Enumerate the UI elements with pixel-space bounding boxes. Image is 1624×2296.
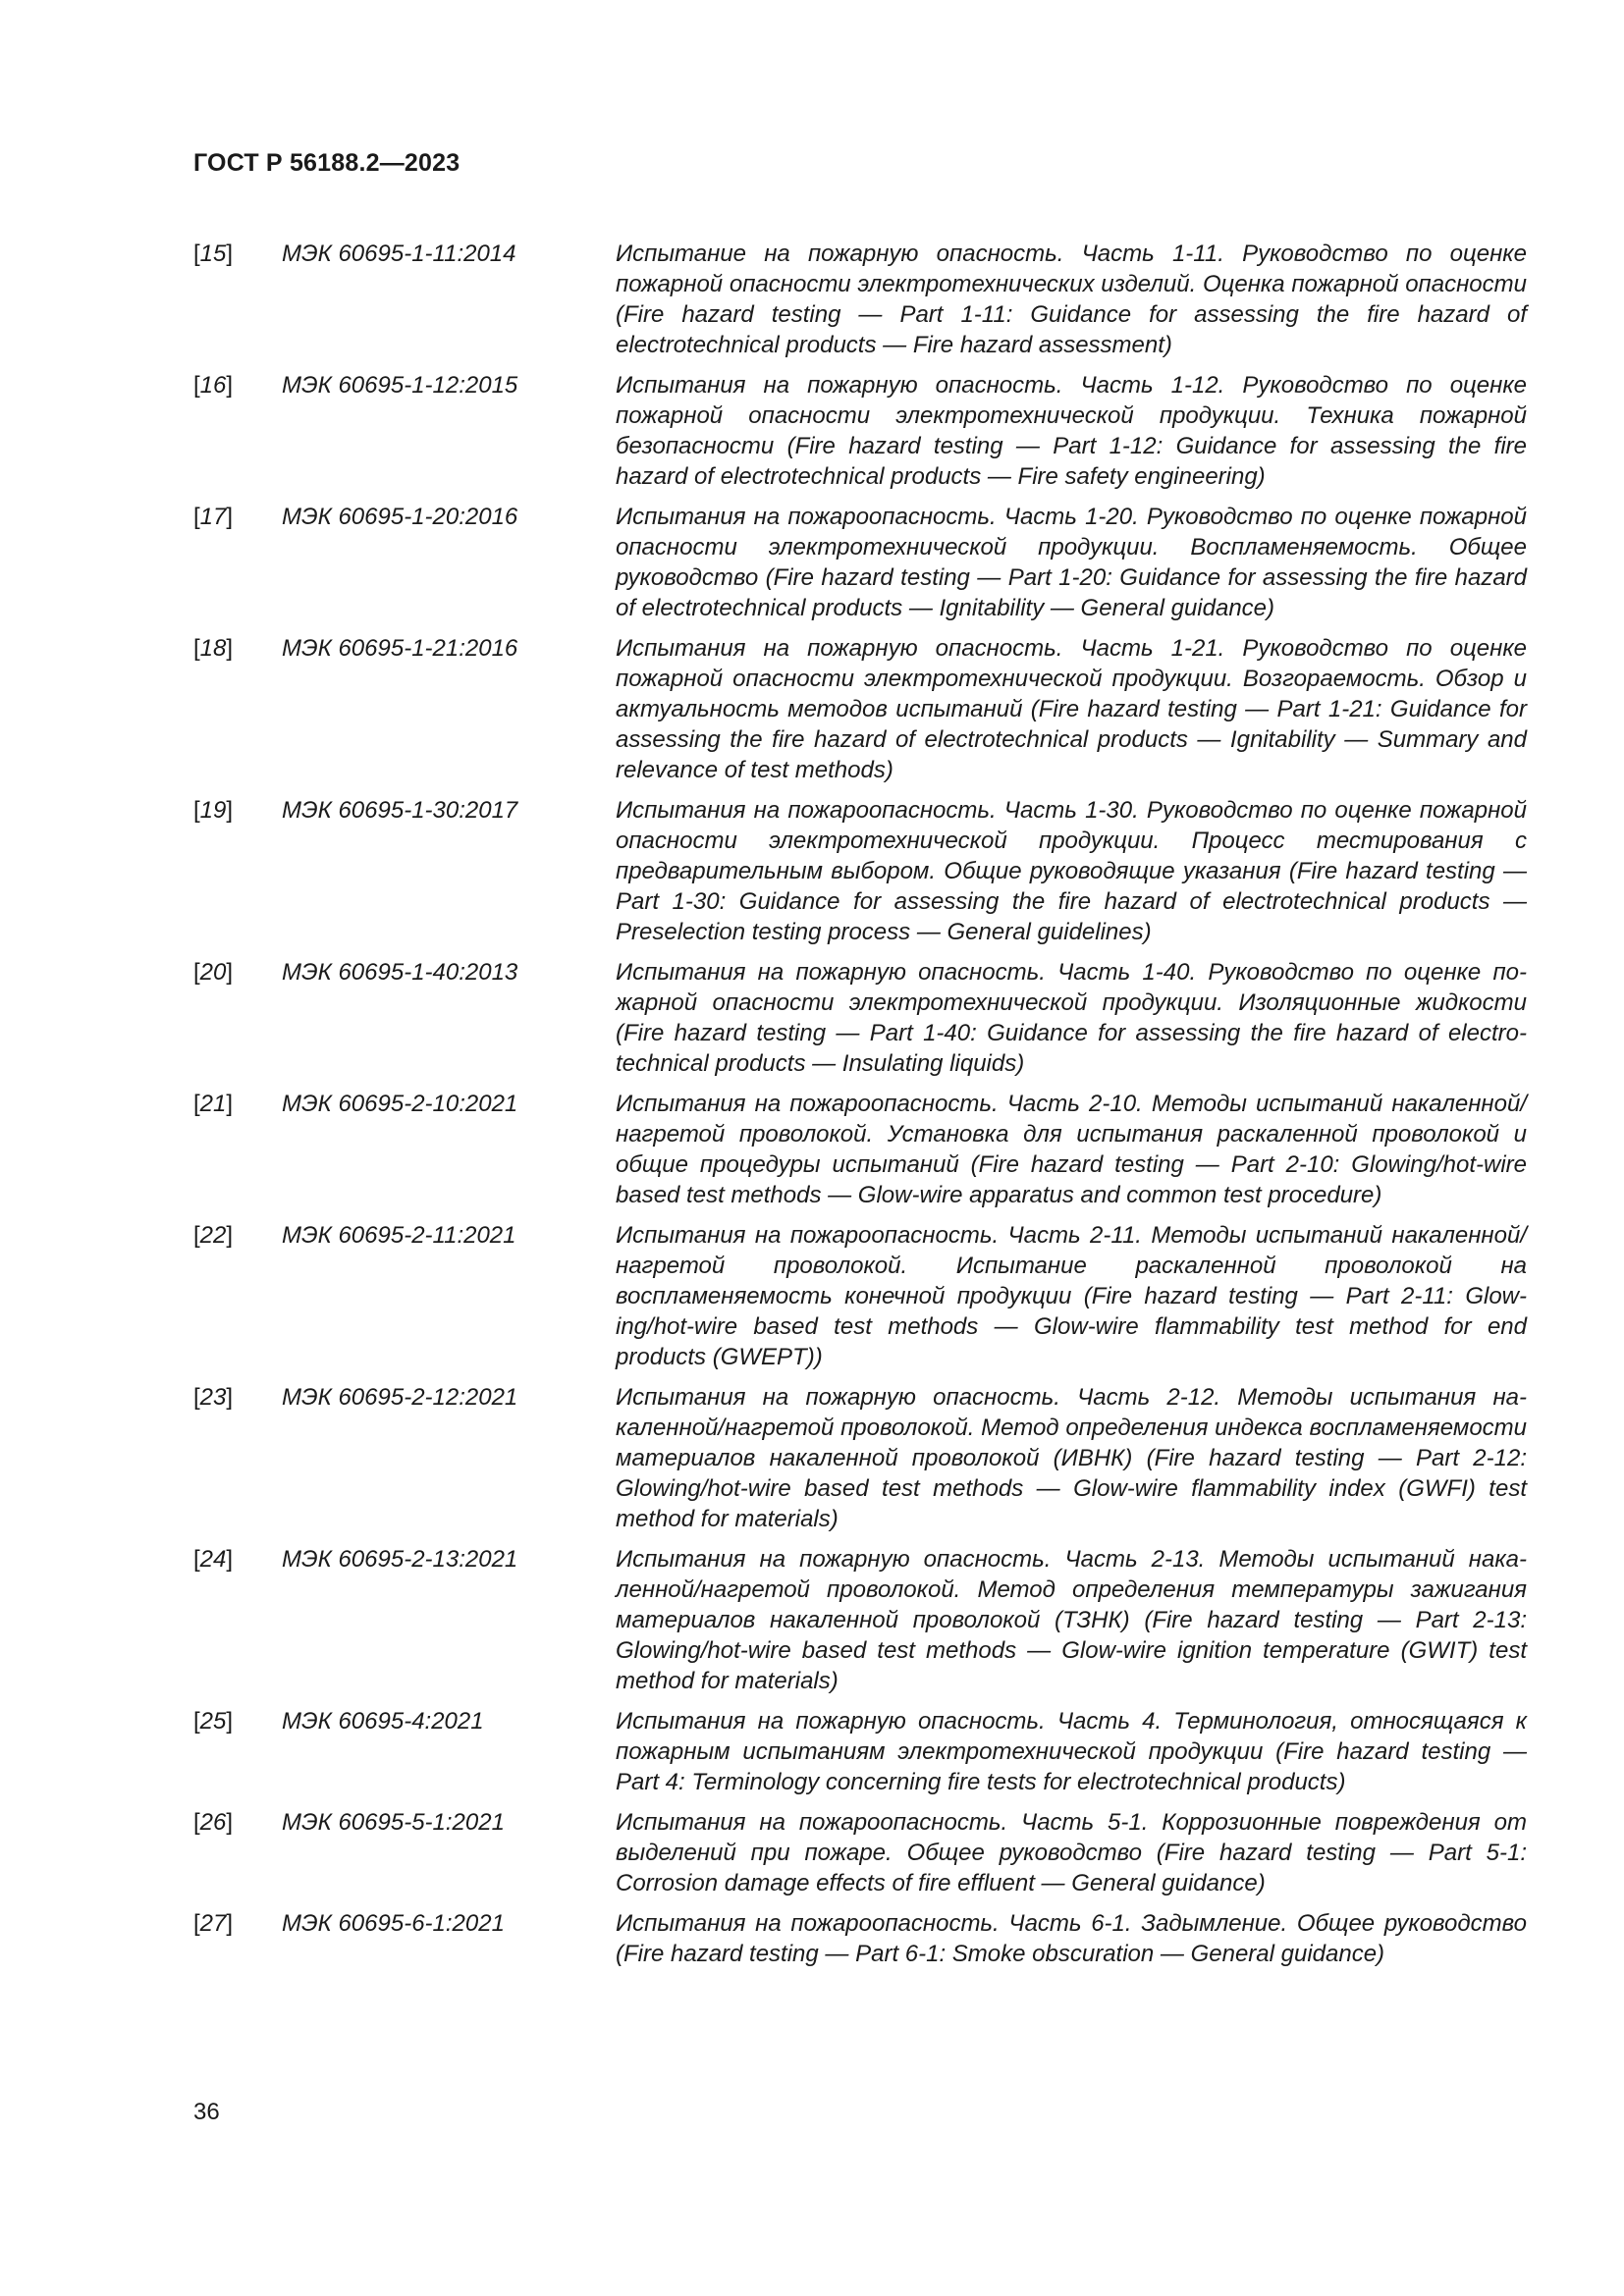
reference-number: [20] [193,959,234,986]
reference-entry [193,1220,1527,1372]
reference-title: Испытания на пожарную опасность. Часть 2-12. Методы испытания накаленной/нагретой проволокой. Метод определения индекса воспламеняемости материалов накаленной проволокой (ИВНК) (Fire hazard testing — Part 2-12: Glowing/hot-wire based test methods — Glow-wire flammability index (GWFI) test method for materials) [616,1384,1527,1532]
reference-number: [27] [193,1910,234,1937]
page-number: 36 [193,2099,220,2125]
reference-number-value: 16 [199,372,227,399]
reference-number: [18] [193,635,234,662]
reference-number-value: 23 [199,1384,227,1411]
reference-number: [22] [193,1222,234,1249]
document-header: ГОСТ Р 56188.2—2023 [193,149,460,177]
reference-code: МЭК 60695-2-13:2021 [282,1546,518,1573]
reference-code: МЭК 60695-4:2021 [282,1708,484,1735]
reference-number: [21] [193,1091,234,1117]
bibliography-list [193,239,1527,1979]
reference-number-value: 21 [199,1091,227,1117]
reference-title: Испытания на пожароопасность. Часть 1-30. Руководство по оценке пожарной опасности электротехнической продукции. Процесс тестирования с предварительным выбором. Общие руководящие указания (Fire hazard testing — Part 1-30: Guidance for assessing the fire hazard of electrotechnical products — Preselection testing process — General guidelines) [616,797,1527,945]
reference-code: МЭК 60695-2-10:2021 [282,1091,518,1117]
reference-number-value: 26 [199,1809,227,1836]
reference-number-value: 15 [199,240,227,267]
reference-entry [193,795,1527,947]
reference-entry [193,1544,1527,1696]
reference-code: МЭК 60695-1-21:2016 [282,635,518,662]
reference-code: МЭК 60695-2-11:2021 [282,1222,516,1249]
reference-title: Испытания на пожароопасность. Часть 5-1. Коррозионные повреждения от выделений при пожаре. Общее руководство (Fire hazard testing — Part 5-1: Corrosion damage effects of fire effluent — General guidance) [616,1809,1527,1896]
reference-title: Испытания на пожарную опасность. Часть 4. Терминология, относящаяся к пожарным испытаниям электротехнической продукции (Fire hazard testing — Part 4: Terminology concerning fire tests for electrotechnical products) [616,1708,1527,1795]
reference-number-value: 19 [199,797,227,824]
reference-number: [15] [193,240,234,267]
reference-code: МЭК 60695-1-11:2014 [282,240,516,267]
reference-entry [193,502,1527,623]
reference-number: [19] [193,797,234,824]
reference-number: [24] [193,1546,234,1573]
reference-entry [193,1706,1527,1797]
reference-title: Испытания на пожароопасность. Часть 2-10. Методы испытаний накаленной/нагретой проволокой. Установка для испытания раскаленной проволокой и общие процедуры испытаний (Fire hazard testing — Part 2-10: Glowing/hot-wire based test methods — Glow-wire apparatus and common test procedure) [616,1091,1527,1208]
reference-entry [193,1089,1527,1210]
reference-number-value: 22 [199,1222,227,1249]
reference-code: МЭК 60695-5-1:2021 [282,1809,505,1836]
reference-code: МЭК 60695-1-20:2016 [282,504,518,530]
reference-title: Испытания на пожарную опасность. Часть 1-40. Руководство по оценке пожарной опасности электротехнической продукции. Изоляционные жидкости (Fire hazard testing — Part 1-40: Guidance for assessing the fire hazard of electrotechnical products — Insulating liquids) [616,959,1527,1077]
reference-entry [193,370,1527,492]
reference-title: Испытания на пожарную опасность. Часть 2-13. Методы испытаний накаленной/нагретой проволокой. Метод определения температуры зажигания материалов накаленной проволокой (ТЗНК) (Fire hazard testing — Part 2-13: Glowing/hot-wire based test methods — Glow-wire ignition temperature (GWIT) test method for materials) [616,1546,1527,1694]
reference-number-value: 20 [199,959,227,986]
reference-title: Испытания на пожароопасность. Часть 2-11. Методы испытаний накаленной/нагретой проволокой. Испытание раскаленной проволокой на воспламеняемость конечной продукции (Fire hazard testing — Part 2-11: Glowing/hot-wire based test methods — Glow-wire flammability test method for end products (GWEPT)) [616,1222,1527,1370]
reference-title: Испытание на пожарную опасность. Часть 1-11. Руководство по оценке пожарной опасности электротехнических изделий. Оценка пожарной опасности (Fire hazard testing — Part 1-11: Guidance for assessing the fire hazard of electrotechnical products — Fire hazard assessment) [616,240,1527,358]
reference-number-value: 27 [199,1910,227,1937]
reference-number-value: 18 [199,635,227,662]
reference-number-value: 25 [199,1708,227,1735]
reference-code: МЭК 60695-1-40:2013 [282,959,518,986]
reference-number: [17] [193,504,234,530]
reference-code: МЭК 60695-1-12:2015 [282,372,518,399]
reference-number: [16] [193,372,234,399]
reference-number: [26] [193,1809,234,1836]
reference-title: Испытания на пожароопасность. Часть 1-20. Руководство по оценке пожарной опасности электротехнической продукции. Воспламеняемость. Общее руководство (Fire hazard testing — Part 1-20: Guidance for assessing the fire hazard of electrotechnical products — Ignitability — General guidance) [616,504,1527,621]
reference-entry [193,957,1527,1079]
reference-number-value: 24 [199,1546,227,1573]
reference-entry [193,633,1527,785]
reference-entry [193,1807,1527,1898]
reference-title: Испытания на пожарную опасность. Часть 1-21. Руководство по оценке пожарной опасности электротехнической продукции. Возгораемость. Обзор и актуальность методов испытаний (Fire hazard testing — Part 1-21: Guidance for assessing the fire hazard of electrotechnical products — Ignitability — Summary and relevance of test methods) [616,635,1527,783]
reference-entry [193,239,1527,360]
reference-number: [23] [193,1384,234,1411]
reference-entry [193,1908,1527,1969]
reference-title: Испытания на пожароопасность. Часть 6-1. Задымление. Общее руководство (Fire hazard testing — Part 6-1: Smoke obscuration — General guidance) [616,1910,1527,1967]
reference-number: [25] [193,1708,234,1735]
reference-code: МЭК 60695-6-1:2021 [282,1910,505,1937]
reference-title: Испытания на пожарную опасность. Часть 1-12. Руководство по оценке пожарной опасности электротехнической продукции. Техника пожарной безопасности (Fire hazard testing — Part 1-12: Guidance for assessing the fire hazard of electrotechnical products — Fire safety engineering) [616,372,1527,490]
reference-number-value: 17 [199,504,227,530]
reference-code: МЭК 60695-2-12:2021 [282,1384,518,1411]
reference-entry [193,1382,1527,1534]
reference-code: МЭК 60695-1-30:2017 [282,797,518,824]
